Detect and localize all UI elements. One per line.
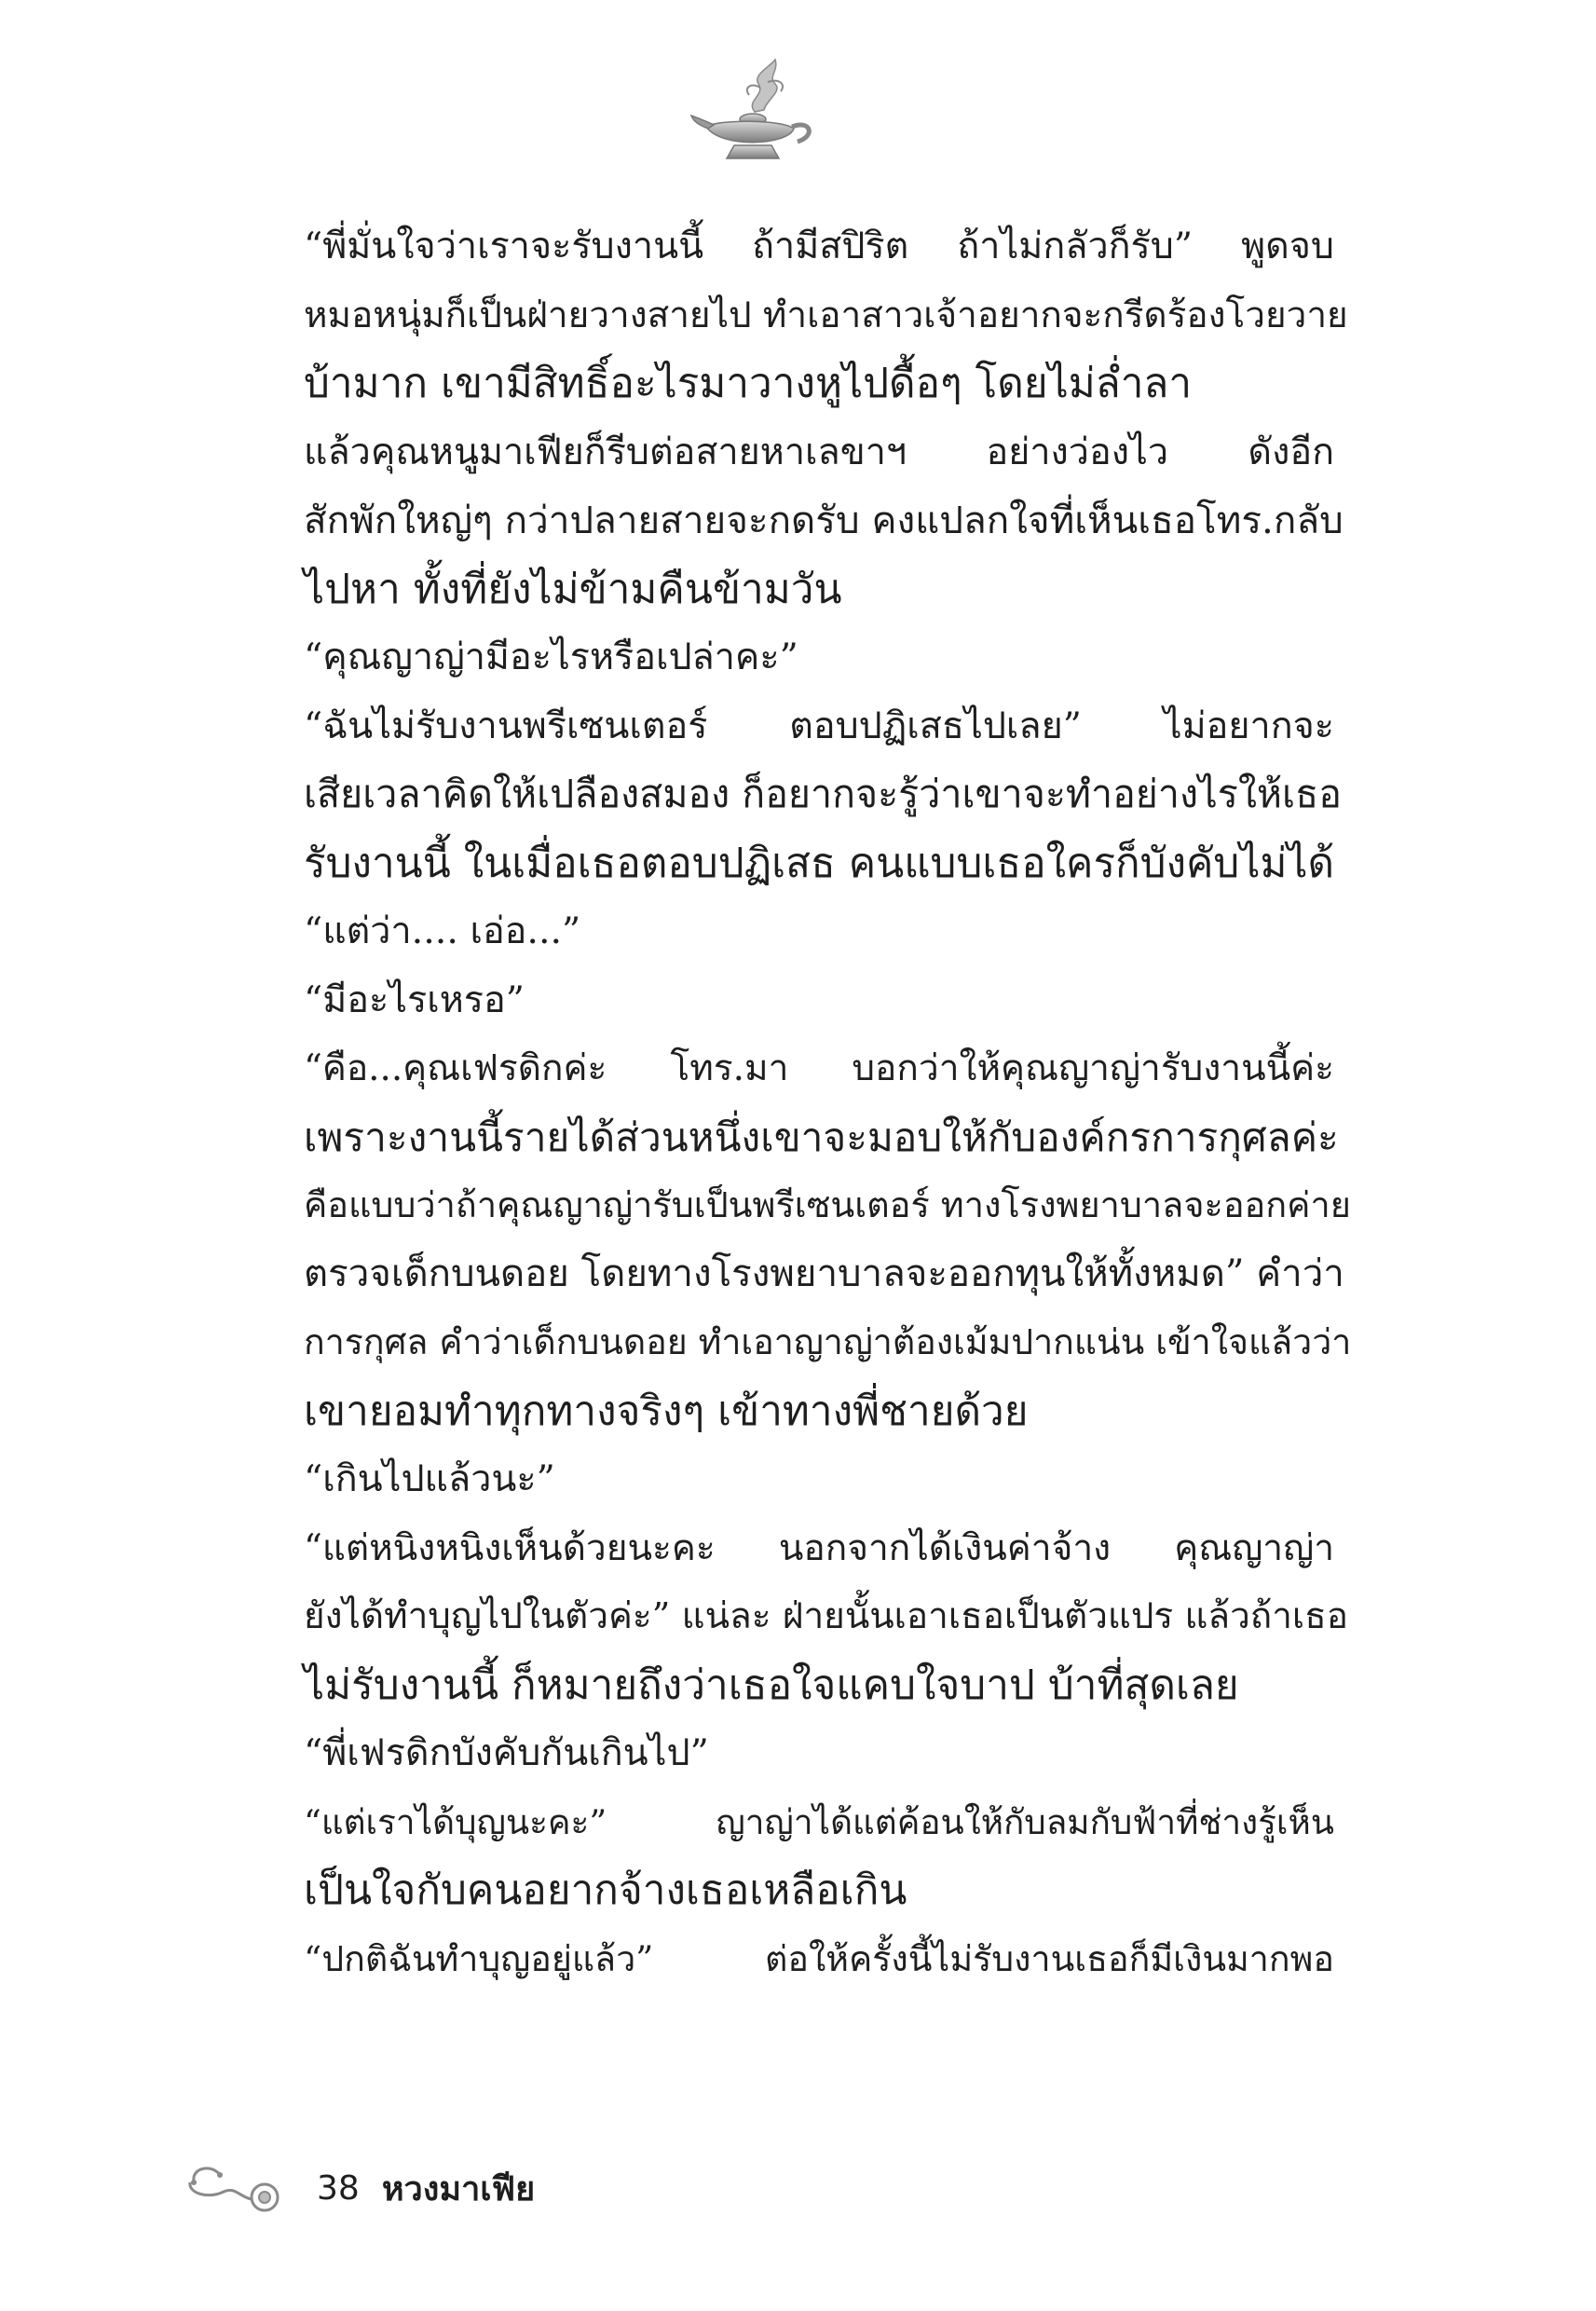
text-line: เพราะงานนี้รายได้ส่วนหนึ่งเขาจะมอบให้กับองค์กรการกุศลค่ะ (304, 1114, 1339, 1160)
text-line: การกุศล คำว่าเด็กบนดอย ทำเอาญาญ่าต้องเม้มปากแน่น เข้าใจแล้วว่า (304, 1321, 1352, 1362)
text-line: “มีอะไรเหรอ” (304, 978, 525, 1021)
genie-lamp-icon (689, 54, 820, 175)
paragraph (186, 897, 1334, 966)
text-line: ยังได้ทำบุญไปในตัวค่ะ” แน่ละ ฝ่ายนั้นเอาเธอเป็นตัวแปร แล้วถ้าเธอ (304, 1595, 1348, 1637)
text-line: ไม่รับงานนี้ ก็หมายถึงว่าเธอใจแคบใจบาป บ้าที่สุดเลย (304, 1661, 1239, 1709)
text-line: หมอหนุ่มก็เป็นฝ่ายวางสายไป ทำเอาสาวเจ้าอยากจะกรีดร้องโวยวาย (304, 294, 1348, 336)
page-footer (186, 2160, 535, 2216)
paragraph (186, 966, 1334, 1035)
text-line: บ้ามาก เขามีสิทธิ์อะไรมาวางหูไปดื้อๆ โดยไม่ล่ำลา (304, 360, 1193, 407)
text-line: “พี่มั่นใจว่าเราจะรับงานนี้ ถ้ามีสปิริต ถ้าไม่กลัวก็รับ” พูดจบ (304, 225, 1334, 267)
paragraph (186, 1788, 1334, 1925)
text-line: “ปกติฉันทำบุญอยู่แล้ว” ต่อให้ครั้งนี้ไม่รับงานเธอก็มีเงินมากพอ (304, 1937, 1334, 1979)
text-line: รับงานนี้ ในเมื่อเธอตอบปฏิเสธ คนแบบเธอใครก็บังคับไม่ได้ (304, 839, 1335, 887)
paragraph (186, 212, 1348, 418)
paragraph (186, 1514, 1348, 1720)
text-line: เสียเวลาคิดให้เปลืองสมอง ก็อยากจะรู้ว่าเขาจะทำอย่างไรให้เธอ (304, 772, 1342, 816)
paragraph (186, 1034, 1352, 1445)
text-line: เขายอมทำทุกทางจริงๆ เข้าทางพี่ชายด้วย (304, 1387, 1029, 1435)
text-line: “คือ...คุณเฟรดิกค่ะ โทร.มา บอกว่าให้คุณญาญ่ารับงานนี้ค่ะ (304, 1047, 1334, 1089)
text-line: คือแบบว่าถ้าคุณญาญ่ารับเป็นพรีเซนเตอร์ ทางโรงพยาบาลจะออกค่าย (304, 1184, 1351, 1225)
text-line: สักพักใหญ่ๆ กว่าปลายสายจะกดรับ คงแปลกใจที่เห็นเธอโทร.กลับ (304, 498, 1344, 542)
text-line: “แต่หนิงหนิงเห็นด้วยนะคะ นอกจากได้เงินค่าจ้าง คุณญาญ่า (304, 1526, 1334, 1569)
text-line: “แต่เราได้บุญนะคะ” ญาญ่าได้แต่ค้อนให้กับลมกับฟ้าที่ช่างรู้เห็น (304, 1801, 1334, 1842)
paragraph (186, 1445, 1334, 1514)
paragraph (186, 1925, 1334, 1994)
text-line: “คุณญาญ่ามีอะไรหรือเปล่าคะ” (304, 636, 798, 678)
paragraph (186, 692, 1342, 898)
stethoscope-icon (186, 2162, 289, 2214)
text-line: แล้วคุณหนูมาเฟียก็รีบต่อสายหาเลขาฯ อย่างว่องไว ดังอีก (304, 430, 1334, 473)
text-line: ตรวจเด็กบนดอย โดยทางโรงพยาบาลจะออกทุนให้ทั้งหมด” คำว่า (304, 1251, 1344, 1295)
page-number: 38 (317, 2168, 360, 2208)
text-line: เป็นใจกับคนอยากจ้างเธอเหลือเกิน (304, 1867, 907, 1914)
text-line: “เกินไปแล้วนะ” (304, 1457, 555, 1500)
main-text (186, 212, 1352, 1993)
text-line: “แต่ว่า.... เอ่อ...” (304, 909, 581, 952)
book-title: หวงมาเฟีย (381, 2169, 536, 2208)
text-line: ไปหา ทั้งที่ยังไม่ข้ามคืนข้ามวัน (304, 565, 842, 613)
paragraph (186, 418, 1344, 624)
text-line: “พี่เฟรดิกบังคับกันเกินไป” (304, 1731, 709, 1774)
paragraph (186, 1719, 1334, 1788)
text-line: “ฉันไม่รับงานพรีเซนเตอร์ ตอบปฏิเสธไปเลย” ไม่อยากจะ (304, 704, 1334, 747)
paragraph (186, 623, 1334, 692)
